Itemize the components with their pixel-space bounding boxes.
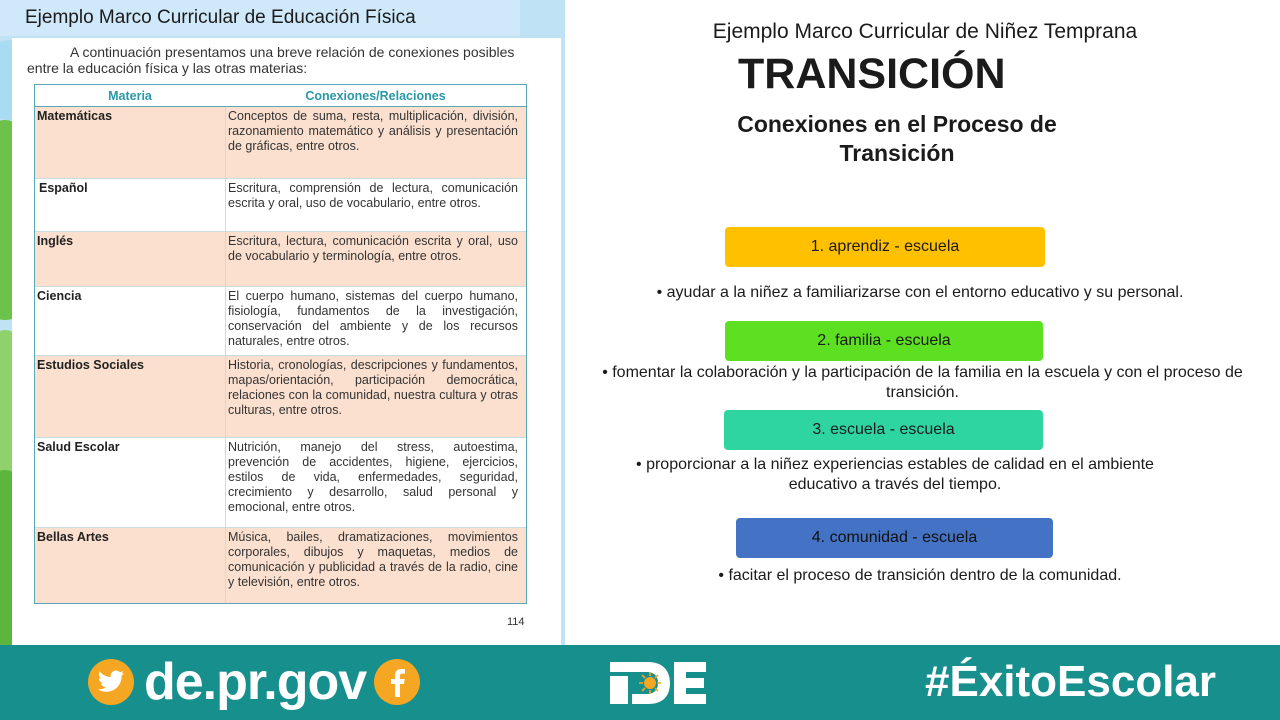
subject-cell: Bellas Artes: [35, 528, 225, 604]
subject-cell: Inglés: [35, 232, 225, 286]
column-header-materia: Materia: [108, 89, 152, 103]
connection-label-aprendiz: 1. aprendiz - escuela: [725, 227, 1045, 267]
document-intro: A continuación presentamos una breve relación de conexiones posibles entre la educación física y las otras materias:: [27, 44, 515, 76]
twitter-icon[interactable]: [88, 659, 134, 705]
section-title: Conexiones en el Proceso de Transición: [737, 111, 1057, 166]
connections-cell: Nutrición, manejo del stress, autoestima, prevención de accidentes, higiene, ejercicios, estilos de vida, enfermedades, seguridad, crecimiento y desarrollo, salud personal y emocional, entre otros.: [225, 438, 526, 527]
table-row: [35, 179, 526, 232]
table-row: [35, 356, 526, 438]
table-row: [35, 287, 526, 356]
table-row: [35, 528, 526, 604]
connections-cell: Escritura, lectura, comunicación escrita y oral, uso de vocabulario y terminología, entre otros.: [225, 232, 526, 286]
site-link-group[interactable]: [88, 653, 420, 711]
main-title: TRANSICIÓN: [738, 50, 1006, 98]
connection-label-familia: 2. familia - escuela: [725, 321, 1043, 361]
connection-label-comunidad: 4. comunidad - escuela: [736, 518, 1053, 558]
connection-description: • facitar el proceso de transición dentro de la comunidad.: [718, 567, 1122, 584]
left-panel-title: Ejemplo Marco Curricular de Educación Física: [0, 0, 520, 36]
page-number: 114: [507, 616, 525, 628]
connections-table: [34, 84, 527, 604]
connection-description: • ayudar a la niñez a familiarizarse con el entorno educativo y su personal.: [656, 284, 1184, 301]
de-logo: [608, 658, 708, 708]
connections-cell: Historia, cronologías, descripciones y fundamentos, mapas/orientación, participación democrática, relaciones con la comunidad, nuestra cultura y otras culturas, entre otros.: [225, 356, 526, 437]
table-row: [35, 232, 526, 287]
table-row: [35, 438, 526, 528]
connection-description: • fomentar la colaboración y la participación de la familia en la escuela y con el proceso de transición.: [602, 364, 1243, 401]
subject-cell: Matemáticas: [35, 107, 225, 178]
connections-cell: Escritura, comprensión de lectura, comunicación escrita y oral, uso de vocabulario, entre otros.: [225, 179, 526, 231]
facebook-f-glyph: [387, 667, 407, 697]
hashtag: #ÉxitoEscolar: [925, 657, 1217, 706]
connections-cell: Conceptos de suma, resta, multiplicación, división, razonamiento matemático y análisis y presentación de gráficas, entre otros.: [225, 107, 526, 178]
subject-cell: Ciencia: [37, 289, 82, 303]
subject-cell: Español: [39, 181, 88, 195]
subject-cell: Salud Escolar: [37, 440, 120, 454]
connections-cell: El cuerpo humano, sistemas del cuerpo humano, fisiología, fundamentos de la investigación, conservación del ambiente y de los recursos naturales, entre otros.: [225, 287, 526, 355]
facebook-icon[interactable]: [374, 659, 420, 705]
table-row: [35, 107, 526, 179]
connection-label-escuela: 3. escuela - escuela: [724, 410, 1043, 450]
connection-description: • proporcionar a la niñez experiencias estables de calidad en el ambiente educativo a través del tiempo.: [636, 456, 1154, 493]
column-header-conexiones: Conexiones/Relaciones: [305, 89, 446, 103]
footer-bar: [0, 645, 1280, 720]
connections-cell: Música, bailes, dramatizaciones, movimientos corporales, dibujos y maquetas, medios de comunicación y publicidad a través de la radio, cine y televisión, entre otros.: [225, 528, 526, 604]
subject-cell: Estudios Sociales: [35, 356, 225, 437]
twitter-bird-glyph: [97, 670, 125, 694]
site-url[interactable]: de.pr.gov: [144, 653, 367, 711]
table-header: [35, 85, 526, 107]
document-page: [12, 38, 561, 645]
right-panel-subtitle: Ejemplo Marco Curricular de Niñez Temprana: [712, 20, 1138, 43]
